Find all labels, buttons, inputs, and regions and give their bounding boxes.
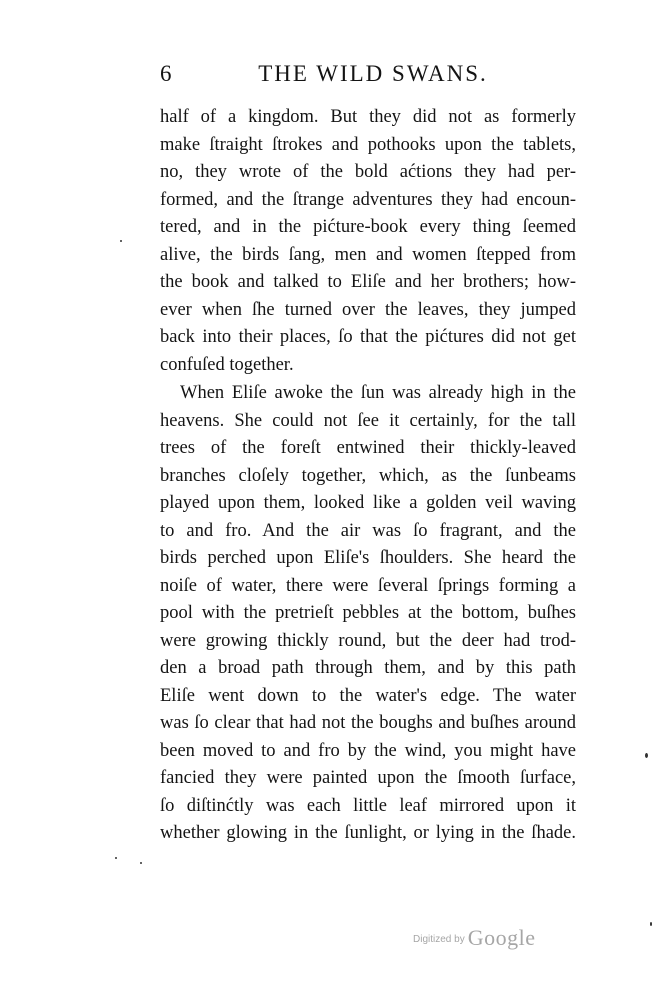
text-line: confuſed together. — [160, 354, 294, 375]
text-line: tered, and in the pićture-book every thing ſeemed — [160, 217, 576, 237]
text-line: ever when ſhe turned over the leaves, they jumped — [160, 299, 576, 320]
text-line: half of a kingdom. But they did not as formerly — [160, 107, 576, 127]
ink-speck — [115, 857, 117, 859]
text-line: Eliſe went down to the water's edge. The water — [160, 685, 576, 706]
ink-speck — [645, 753, 648, 758]
text-line: alive, the birds ſang, men and women ſtepped from — [160, 244, 576, 265]
text-line: to and fro. And the air was ſo fragrant, and the — [160, 520, 576, 541]
google-logo: Google — [467, 925, 536, 950]
ink-speck — [140, 862, 142, 864]
text-line: den a broad path through them, and by this path — [160, 658, 576, 678]
page-number: 6 — [160, 61, 172, 86]
text-line: fancied they were painted upon the ſmooth ſurface, — [160, 768, 576, 788]
paragraph-2 — [160, 380, 576, 848]
running-title: THE WILD SWANS. — [258, 61, 488, 86]
text-line: noiſe of water, there were ſeveral ſprings forming a — [160, 575, 576, 596]
body-text — [160, 104, 576, 848]
text-line: ſo diſtinćtly was each little leaf mirrored upon it — [160, 795, 576, 816]
watermark-prefix: Digitized by — [413, 934, 465, 945]
text-line: the book and talked to Eliſe and her brothers; how- — [160, 272, 576, 292]
text-line: trees of the foreſt entwined their thickly-leaved — [160, 438, 576, 458]
text-line: branches cloſely together, which, as the ſunbeams — [160, 465, 576, 486]
text-line: were growing thickly round, but the deer had trod- — [160, 630, 576, 651]
text-line: make ſtraight ſtrokes and pothooks upon the tablets, — [160, 134, 576, 155]
text-line: played upon them, looked like a golden veil waving — [160, 493, 576, 513]
ink-speck — [650, 922, 652, 926]
page-header — [160, 57, 576, 91]
text-line: When Eliſe awoke the ſun was already high in the — [180, 383, 576, 403]
text-line: back into their places, ſo that the pićtures did not get — [160, 327, 576, 347]
text-line: formed, and the ſtrange adventures they had encoun- — [160, 189, 576, 210]
text-line: been moved to and fro by the wind, you might have — [160, 740, 576, 761]
text-line: whether glowing in the ſunlight, or lying in the ſhade. — [160, 823, 576, 843]
text-line: was ſo clear that had not the boughs and buſhes around — [160, 713, 576, 733]
ink-speck — [120, 240, 122, 242]
text-line: birds perched upon Eliſe's ſhoulders. She heard the — [160, 548, 576, 568]
text-line: heavens. She could not ſee it certainly, for the tall — [160, 410, 576, 431]
text-line: no, they wrote of the bold aćtions they had per- — [160, 162, 576, 182]
text-line: pool with the pretrieſt pebbles at the bottom, buſhes — [160, 603, 576, 623]
digitized-watermark — [413, 925, 535, 951]
paragraph-1 — [160, 104, 576, 379]
